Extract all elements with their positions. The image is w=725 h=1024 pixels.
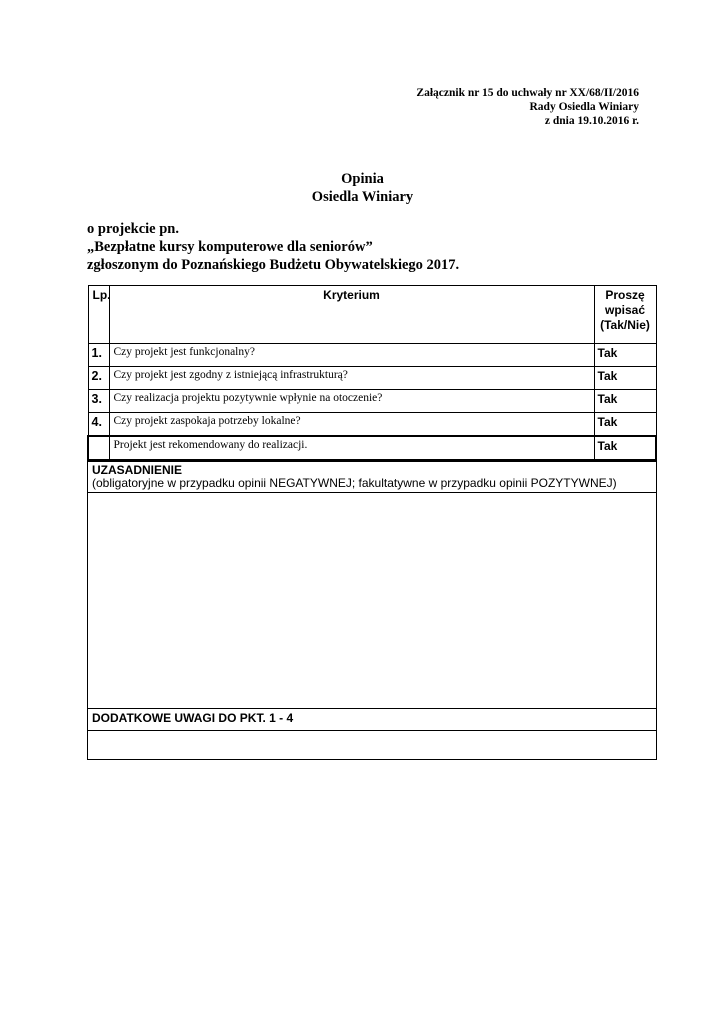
attachment-line-3: z dnia 19.10.2016 r. [544,115,639,127]
project-line-1: o projekcie pn. [87,221,179,237]
criteria-table [87,285,657,461]
table-row [88,390,656,413]
opinion-form [87,285,657,760]
row-lp: 2. [88,367,109,390]
row-lp [88,436,109,460]
document-title [0,170,725,206]
justification-title: UZASADNIENIE [92,463,183,477]
title-line-1: Opinia [341,171,384,187]
row-criterion: Czy projekt zaspokaja potrzeby lokalne? [109,413,594,437]
attachment-reference [416,86,639,128]
table-row [88,367,656,390]
project-line-3: zgłoszonym do Poznańskiego Budżetu Obywatelskiego 2017. [87,257,460,273]
header-lp: Lp. [88,286,109,344]
row-answer[interactable]: Tak [594,436,656,460]
table-row [88,413,656,437]
header-criterion: Kryterium [109,286,594,344]
recommendation-row [88,436,656,460]
justification-header [88,462,657,493]
remarks-field[interactable] [88,731,657,760]
row-answer[interactable]: Tak [594,413,656,437]
justification-note: (obligatoryjne w przypadku opinii NEGATYWNEJ; fakultatywne w przypadku opinii POZYTYWNEJ) [92,476,617,490]
attachment-line-1: Załącznik nr 15 do uchwały nr XX/68/II/2016 [416,87,639,99]
title-line-2: Osiedla Winiary [311,189,414,205]
row-answer[interactable]: Tak [594,367,656,390]
row-lp: 3. [88,390,109,413]
criteria-header-row [88,286,656,344]
table-row [88,344,656,367]
row-answer[interactable]: Tak [594,390,656,413]
row-lp: 4. [88,413,109,437]
row-criterion: Projekt jest rekomendowany do realizacji. [109,436,594,460]
justification-table [87,461,657,760]
row-criterion: Czy realizacja projektu pozytywnie wpłynie na otoczenie? [109,390,594,413]
attachment-line-2: Rady Osiedla Winiary [529,101,639,113]
row-lp: 1. [88,344,109,367]
header-answer: Proszę wpisać (Tak/Nie) [594,286,656,344]
justification-field[interactable] [88,493,657,709]
project-name: „Bezpłatne kursy komputerowe dla seniorów” [87,239,373,255]
row-answer[interactable]: Tak [594,344,656,367]
row-criterion: Czy projekt jest zgodny z istniejącą infrastrukturą? [109,367,594,390]
row-criterion: Czy projekt jest funkcjonalny? [109,344,594,367]
project-info [87,220,459,274]
remarks-title: DODATKOWE UWAGI DO PKT. 1 - 4 [88,709,657,731]
